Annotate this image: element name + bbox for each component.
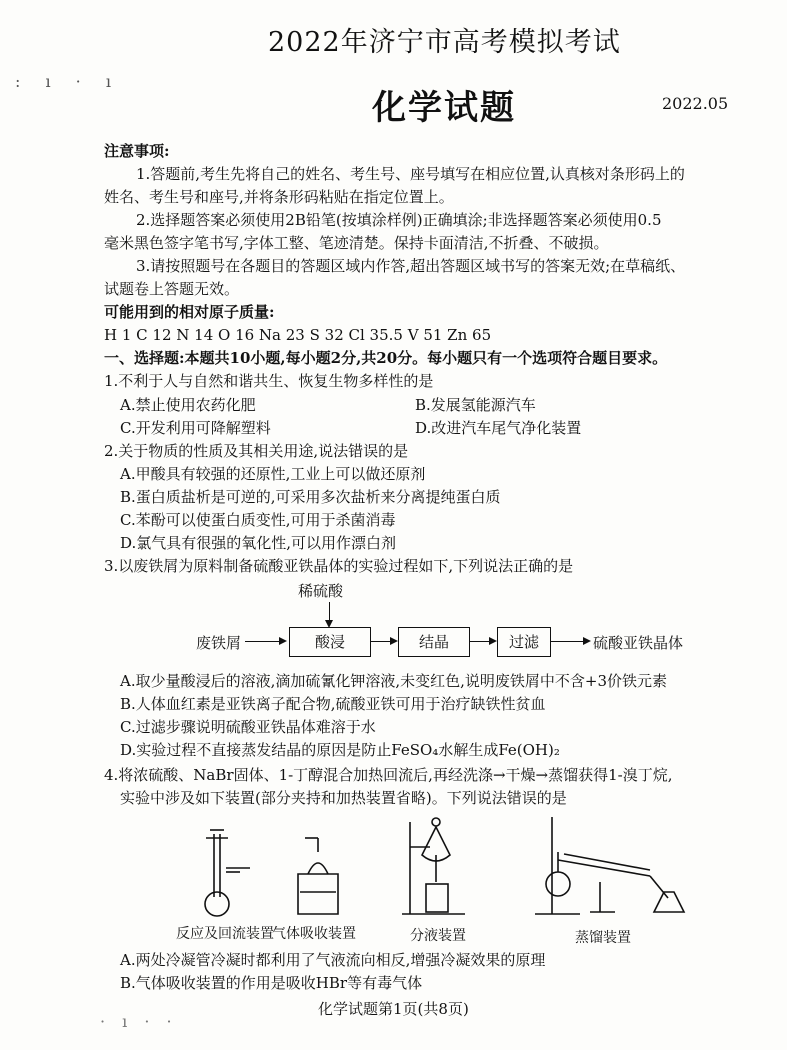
question-1-stem: 1.不利于人与自然和谐共生、恢复生物多样性的是 bbox=[104, 372, 434, 390]
flow-step-filter: 过滤 bbox=[497, 627, 551, 657]
question-1-option-c: C.开发利用可降解塑料 bbox=[120, 419, 271, 437]
question-4-option-b: B.气体吸收装置的作用是吸收HBr等有毒气体 bbox=[120, 974, 423, 992]
flow-start-label: 废铁屑 bbox=[196, 634, 242, 652]
flow-step-crystallize: 结晶 bbox=[398, 627, 470, 657]
exam-title: 2022年济宁市高考模拟考试 bbox=[268, 27, 621, 58]
separatory-funnel-drawing bbox=[402, 818, 465, 914]
question-4-stem-line2: 实验中涉及如下装置(部分夹持和加热装置省略)。下列说法错误的是 bbox=[120, 789, 567, 807]
question-3-stem: 3.以废铁屑为原料制备硫酸亚铁晶体的实验过程如下,下列说法正确的是 bbox=[104, 557, 574, 575]
flow-end-label: 硫酸亚铁晶体 bbox=[593, 634, 684, 652]
apparatus-label-absorption: 气体吸收装置 bbox=[272, 926, 356, 942]
reflux-apparatus-drawing bbox=[205, 830, 250, 916]
flow-arrow-1 bbox=[245, 641, 285, 642]
question-1-option-a: A.禁止使用农药化肥 bbox=[120, 396, 256, 414]
question-2-option-b: B.蛋白质盐析是可逆的,可采用多次盐析来分离提纯蛋白质 bbox=[120, 488, 501, 506]
question-1-option-d: D.改进汽车尾气净化装置 bbox=[415, 419, 582, 437]
flow-step-acid-leach: 酸浸 bbox=[289, 627, 371, 657]
gas-absorption-drawing bbox=[298, 838, 338, 914]
notice-heading: 注意事项: bbox=[104, 142, 170, 160]
flow-arrow-3 bbox=[470, 641, 495, 642]
scan-artifact-marks: : ı · ı bbox=[15, 72, 121, 91]
question-2-stem: 2.关于物质的性质及其相关用途,说法错误的是 bbox=[104, 442, 409, 460]
subject-title: 化学试题 bbox=[372, 88, 516, 128]
flow-arrow-2 bbox=[371, 641, 396, 642]
section-heading: 一、选择题:本题共10小题,每小题2分,共20分。每小题只有一个选项符合题目要求。 bbox=[104, 349, 668, 367]
question-2-option-c: C.苯酚可以使蛋白质变性,可用于杀菌消毒 bbox=[120, 511, 396, 529]
notice-line: 姓名、考生号和座号,并将条形码粘贴在指定位置上。 bbox=[104, 188, 454, 206]
atomic-mass-heading: 可能用到的相对原子质量: bbox=[104, 303, 275, 321]
question-3-option-b: B.人体血红素是亚铁离子配合物,硫酸亚铁可用于治疗缺铁性贫血 bbox=[120, 695, 546, 713]
question-3-option-a: A.取少量酸浸后的溶液,滴加硫氰化钾溶液,未变红色,说明废铁屑中不含+3价铁元素 bbox=[120, 672, 668, 690]
flow-reagent-arrow bbox=[329, 602, 330, 626]
question-2-option-a: A.甲酸具有较强的还原性,工业上可以做还原剂 bbox=[120, 465, 426, 483]
lab-apparatus-illustration bbox=[180, 812, 740, 922]
question-1-option-b: B.发展氢能源汽车 bbox=[415, 396, 536, 414]
page-footer: 化学试题第1页(共8页) bbox=[318, 1000, 469, 1018]
flow-reagent-label: 稀硫酸 bbox=[298, 582, 344, 600]
flow-arrow-4 bbox=[551, 641, 589, 642]
apparatus-label-distillation: 蒸馏装置 bbox=[575, 930, 631, 946]
notice-line: 3.请按照题号在各题目的答题区域内作答,超出答题区域书写的答案无效;在草稿纸、 bbox=[136, 257, 686, 275]
apparatus-label-separation: 分液装置 bbox=[410, 928, 466, 944]
atomic-mass-values: H 1 C 12 N 14 O 16 Na 23 S 32 Cl 35.5 V 51 Zn 65 bbox=[104, 326, 492, 344]
notice-line: 1.答题前,考生先将自己的姓名、考生号、座号填写在相应位置,认真核对条形码上的 bbox=[136, 165, 685, 183]
notice-line: 毫米黑色签字笔书写,字体工整、笔迹清楚。保持卡面清洁,不折叠、不破损。 bbox=[104, 234, 609, 252]
question-3-option-d: D.实验过程不直接蒸发结晶的原因是防止FeSO₄水解生成Fe(OH)₂ bbox=[120, 741, 560, 759]
exam-date: 2022.05 bbox=[662, 94, 729, 113]
question-4-option-a: A.两处冷凝管冷凝时都利用了气液流向相反,增强冷凝效果的原理 bbox=[120, 951, 546, 969]
distillation-apparatus-drawing bbox=[535, 817, 684, 914]
notice-line: 试题卷上答题无效。 bbox=[104, 280, 240, 298]
question-3-option-c: C.过滤步骤说明硫酸亚铁晶体难溶于水 bbox=[120, 718, 376, 736]
question-2-option-d: D.氯气具有很强的氧化性,可以用作漂白剂 bbox=[120, 534, 397, 552]
apparatus-label-reflux: 反应及回流装置 bbox=[176, 926, 274, 942]
notice-line: 2.选择题答案必须使用2B铅笔(按填涂样例)正确填涂;非选择题答案必须使用0.5 bbox=[136, 211, 662, 229]
scan-artifact-marks-bottom: · ı · · bbox=[100, 1012, 178, 1031]
question-4-stem-line1: 4.将浓硫酸、NaBr固体、1-丁醇混合加热回流后,再经洗涤→干燥→蒸馏获得1-溴丁烷, bbox=[104, 766, 673, 784]
